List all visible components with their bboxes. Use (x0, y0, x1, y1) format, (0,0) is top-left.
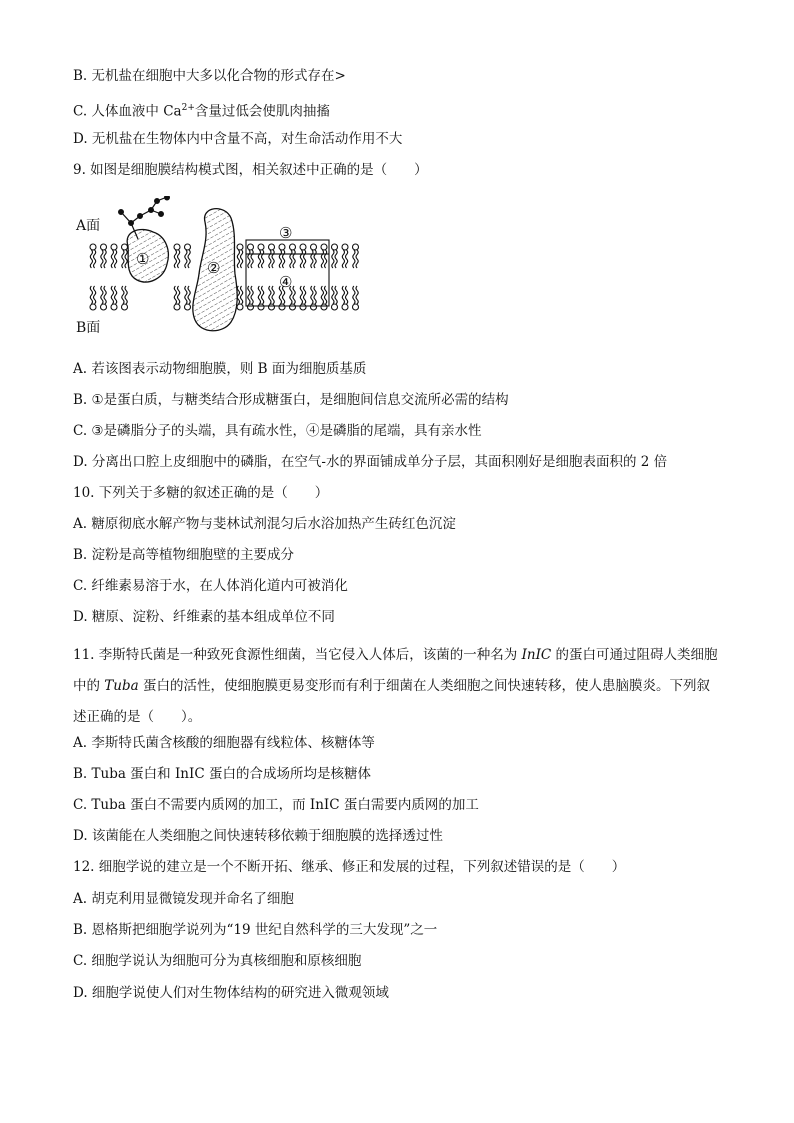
lipid-tail (94, 250, 96, 268)
lipid-tail (115, 250, 117, 268)
lipid-tail (321, 286, 323, 304)
lipid-head (122, 304, 128, 310)
lipid-tail (258, 286, 260, 304)
lipid-tail (241, 250, 243, 268)
mark-3: ③ (279, 224, 293, 242)
q8-option-b: B. 无机盐在细胞中大多以化合物的形式存在> (73, 68, 346, 84)
lipid-head (185, 304, 191, 310)
lipid-head (248, 244, 254, 250)
lipid-head (332, 244, 338, 250)
q10-option-a: A. 糖原彻底水解产物与斐林试剂混匀后水浴加热产生砖红色沉淀 (73, 516, 456, 532)
q9-option-d: D. 分离出口腔上皮细胞中的磷脂，在空气-水的界面铺成单分子层，其面积刚好是细胞表面积的 2 倍 (73, 454, 668, 470)
lipid-head (300, 304, 306, 310)
q12-stem: 12. 细胞学说的建立是一个不断开拓、继承、修正和发展的过程，下列叙述错误的是（ ） (73, 859, 626, 875)
lipid-tail (185, 286, 187, 304)
lipid-head (258, 244, 264, 250)
q10-option-b: B. 淀粉是高等植物细胞壁的主要成分 (73, 547, 295, 563)
lipid-head (101, 244, 107, 250)
q9-option-c: C. ③是磷脂分子的头端，具有疏水性，④是磷脂的尾端，具有亲水性 (73, 423, 482, 439)
lipid-head (269, 244, 275, 250)
lipid-tail (332, 250, 334, 268)
q8-option-c (73, 99, 330, 121)
lipid-tail (248, 286, 250, 304)
q12-option-c: C. 细胞学说认为细胞可分为真核细胞和原核细胞 (73, 953, 362, 969)
lipid-tail (335, 286, 337, 304)
cell-membrane-diagram (73, 196, 373, 338)
lipid-head (237, 304, 243, 310)
lipid-head (174, 304, 180, 310)
q11-option-a: A. 李斯特氏菌含核酸的细胞器有线粒体、核糖体等 (73, 735, 375, 751)
lipid-head (258, 304, 264, 310)
lipid-head (185, 244, 191, 250)
lipid-tail (178, 286, 180, 304)
lipid-head (321, 244, 327, 250)
q8-option-c-post: 含量过低会使肌肉抽搐 (194, 103, 330, 120)
q11-stem-part1: 11. 李斯特氏菌是一种致死食源性细菌，当它侵入人体后，该菌的一种名为 (73, 647, 522, 663)
lipid-tail (353, 250, 355, 268)
lipid-tail (174, 286, 176, 304)
lipid-tail (258, 250, 260, 268)
lipid-tail (346, 286, 348, 304)
lipid-head (353, 304, 359, 310)
lipid-tail (304, 286, 306, 304)
lipid-tail (304, 250, 306, 268)
lipid-tail (185, 250, 187, 268)
lipid-tail (293, 250, 295, 268)
q11-stem (73, 640, 718, 733)
lipid-tail (342, 250, 344, 268)
q8-option-d: D. 无机盐在生物体内中含量不高，对生命活动作用不大 (73, 131, 403, 147)
lipid-tail (262, 286, 264, 304)
lipid-head (174, 244, 180, 250)
lipid-tail (104, 286, 106, 304)
lipid-head (279, 244, 285, 250)
lipid-tail (101, 250, 103, 268)
lipid-head (332, 304, 338, 310)
lipid-tail (272, 250, 274, 268)
mark-2: ② (207, 259, 221, 277)
lipid-head (311, 304, 317, 310)
lipid-tail (311, 286, 313, 304)
lipid-tail (104, 250, 106, 268)
lipid-head (111, 304, 117, 310)
lipid-tail (122, 250, 124, 268)
lipid-head (90, 304, 96, 310)
lipid-tail (311, 250, 313, 268)
lipid-tail (342, 286, 344, 304)
q9-option-b: B. ①是蛋白质，与糖类结合形成糖蛋白，是细胞间信息交流所必需的结构 (73, 392, 509, 408)
q8-option-c-pre: C. 人体血液中 Ca (73, 103, 182, 120)
lipid-tail (300, 250, 302, 268)
q11-option-d: D. 该菌能在人类细胞之间快速转移依赖于细胞膜的选择透过性 (73, 828, 443, 844)
lipid-tail (346, 250, 348, 268)
lipid-tail (111, 250, 113, 268)
lipid-tail (178, 250, 180, 268)
lipid-tail (125, 286, 127, 304)
q10-stem: 10. 下列关于多糖的叙述正确的是（ ） (73, 485, 329, 501)
q8-option-c-sup: 2+ (181, 103, 195, 113)
lipid-tail (325, 286, 327, 304)
lipid-tail (356, 286, 358, 304)
lipid-head (290, 244, 296, 250)
label-a-side: A面 (76, 218, 101, 234)
lipid-head (342, 304, 348, 310)
lipid-tail (290, 250, 292, 268)
lipid-head (311, 244, 317, 250)
lipid-head (300, 244, 306, 250)
q12-option-d: D. 细胞学说使人们对生物体结构的研究进入微观领域 (73, 985, 389, 1001)
lipid-head (353, 244, 359, 250)
q11-stem-part2: 的蛋白可通过阻碍人类细胞中的 (73, 647, 718, 694)
lipid-tail (332, 286, 334, 304)
lipid-head (122, 244, 128, 250)
lipid-tail (335, 250, 337, 268)
q9-option-a: A. 若该图表示动物细胞膜，则 B 面为细胞质基质 (73, 361, 367, 377)
lipid-head (269, 304, 275, 310)
lipid-head (90, 244, 96, 250)
lipid-head (111, 244, 117, 250)
lipid-tail (269, 286, 271, 304)
q12-option-b: B. 恩格斯把细胞学说列为“19 世纪自然科学的三大发现”之一 (73, 922, 438, 938)
lipid-tail (237, 250, 239, 268)
lipid-tail (314, 286, 316, 304)
lipid-tail (90, 286, 92, 304)
lipid-head (290, 304, 296, 310)
lipid-tail (251, 286, 253, 304)
q11-inic: InIC (521, 647, 552, 663)
lipid-tail (174, 250, 176, 268)
q11-option-b: B. Tuba 蛋白和 InIC 蛋白的合成场所均是核糖体 (73, 766, 371, 782)
lipid-tail (293, 286, 295, 304)
lipid-tail (321, 250, 323, 268)
lipid-tail (353, 286, 355, 304)
lipid-head (101, 304, 107, 310)
lipid-tail (272, 286, 274, 304)
lipid-tail (314, 250, 316, 268)
lipid-tail (248, 250, 250, 268)
lipid-tail (241, 286, 243, 304)
label-b-side: B面 (76, 320, 101, 336)
lipid-tail (122, 286, 124, 304)
lipid-tail (325, 250, 327, 268)
lipid-tail (262, 250, 264, 268)
q11-tuba: Tuba (104, 678, 139, 694)
lipid-tail (101, 286, 103, 304)
lipid-tail (188, 286, 190, 304)
q10-option-d: D. 糖原、淀粉、纤维素的基本组成单位不同 (73, 609, 335, 625)
q12-option-a: A. 胡克利用显微镜发现并命名了细胞 (73, 891, 294, 907)
lipid-tail (279, 250, 281, 268)
lipid-tail (356, 250, 358, 268)
mark-1: ① (136, 250, 150, 268)
lipid-head (321, 304, 327, 310)
lipid-head (237, 244, 243, 250)
lipid-head (248, 304, 254, 310)
lipid-tail (111, 286, 113, 304)
q9-stem: 9. 如图是细胞膜结构模式图，相关叙述中正确的是（ ） (73, 162, 428, 178)
lipid-tail (94, 286, 96, 304)
lipid-head (279, 304, 285, 310)
lipid-tail (300, 286, 302, 304)
mark-4: ④ (279, 273, 293, 291)
lipid-head (342, 244, 348, 250)
q11-stem-part3: 蛋白的活性，使细胞膜更易变形而有利于细菌在人类细胞之间快速转移，使人患脑膜炎。下列叙述正确的是（ ）。 (73, 678, 710, 725)
lipid-tail (269, 250, 271, 268)
lipid-tail (188, 250, 190, 268)
q11-option-c: C. Tuba 蛋白不需要内质网的加工，而 InIC 蛋白需要内质网的加工 (73, 797, 479, 813)
lipid-tail (90, 250, 92, 268)
lipid-tail (251, 250, 253, 268)
lipid-tail (115, 286, 117, 304)
lipid-tail (125, 250, 127, 268)
q10-option-c: C. 纤维素易溶于水，在人体消化道内可被消化 (73, 578, 348, 594)
lipid-tail (283, 250, 285, 268)
